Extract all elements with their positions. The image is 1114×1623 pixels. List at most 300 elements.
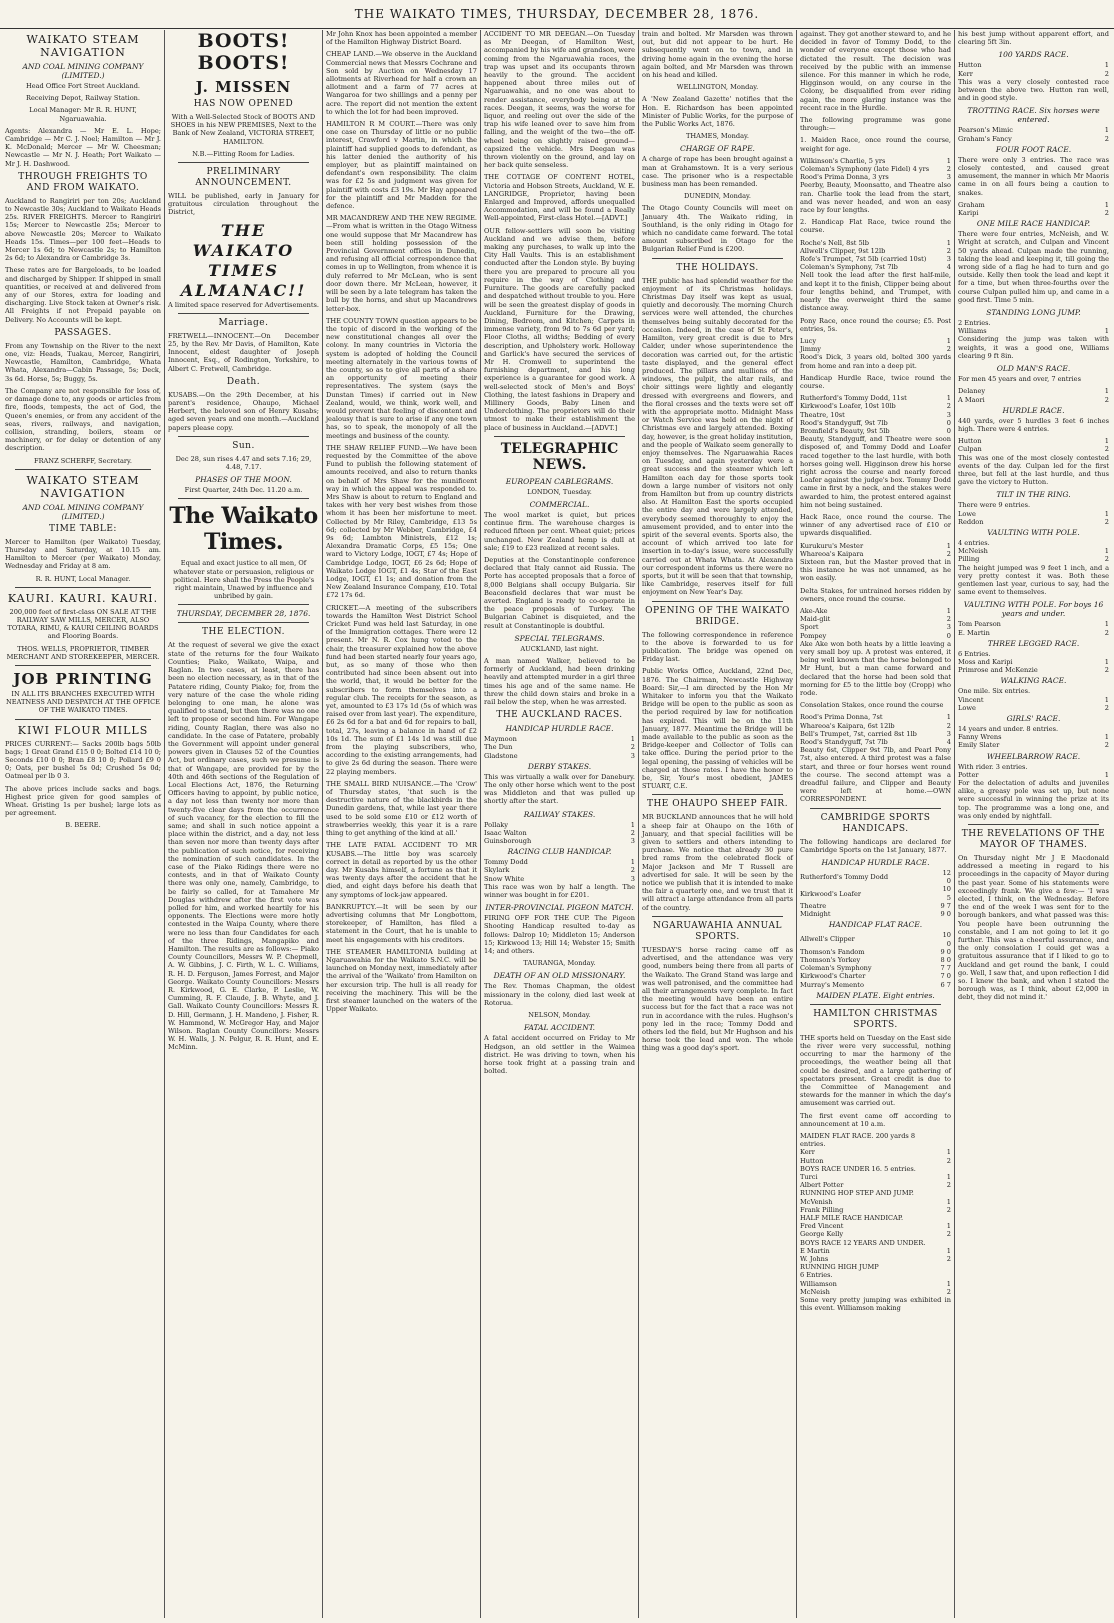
entry-name: Coleman's Symphony	[800, 964, 872, 973]
results-table	[484, 735, 635, 760]
entry-name: Roche's Nell, 8st 5lb	[800, 238, 869, 247]
ad-steam-nav-title: WAIKATO STEAM NAVIGATION	[26, 33, 140, 59]
dateline-dunedin: DUNEDIN, Monday.	[684, 192, 751, 201]
entry-place: 2	[946, 1230, 951, 1239]
race-note: Peerby, Beauty, Moonsatto, and Theatre also ran. Charlie took the lead from the start, and was never headed, and won an easy race by four lengths.	[800, 181, 951, 215]
holidays-head: THE HOLIDAYS.	[676, 262, 759, 273]
entry-place: 2	[630, 828, 635, 837]
prelim-head: PRELIMINARY ANNOUNCEMENT.	[195, 167, 292, 189]
entry-name: E Martin	[800, 1246, 830, 1255]
table-row	[800, 910, 951, 918]
divider	[178, 604, 309, 605]
entry-place: 1	[946, 1197, 951, 1206]
entry-place: 1	[1104, 61, 1109, 70]
death-text: KUSABS.—On the 29th December, at his parent's residence, Ohaupo, Michael Herbert, the beloved son of Henry Kusabs; aged seven years and one month.—Auckland papers please copy.	[168, 390, 319, 432]
entry-name: Bromfield's Beauty, 9st 5lb	[800, 426, 890, 435]
entry-name: 4 entries.	[958, 538, 990, 547]
table-row	[800, 411, 951, 419]
table-row	[800, 931, 951, 947]
divider	[178, 162, 309, 163]
bridge-letter: Public Works Office, Auckland, 22nd Dec, 1876. The Chairman, Newcastle Highway Board: Sir,—I am directed by the Hon Mr Whitaker to inform you that the Waikato Bridge will be open to the public as soon as the period required by law for notification has expired. This will be on the 11th January, 1877. Meantime the Bridge will be made available to the public as soon as the Bridge-keeper and Collector of Tolls can take office. During the period prior to the legal opening, the passing of vehicles will be charged at those rates. I have the honor to be, Sir, Your's most obedient, JAMES STUART, C.E.	[642, 667, 793, 791]
entry-place	[937, 1239, 951, 1247]
column-1	[2, 30, 164, 1618]
event-note: There were four entries, McNeish, and W. Wright at scratch, and Culpan and Vincent 50 yards ahead. Culpan made the running, taking the lead and keeping it, till going the wrong side of a flag he had to turn and go outside. Kelly then took the lead and kept it for a time, but when three-fourths over the course Culpan pulled him up, and came in a good first. Time 5 min.	[958, 230, 1109, 304]
entry-place: 1	[946, 607, 951, 615]
table-row	[800, 1255, 951, 1263]
sun-head: Sun.	[232, 440, 255, 451]
races-head: THE AUCKLAND RACES.	[496, 710, 623, 721]
entry-name: Tommy Dodd	[484, 858, 528, 867]
entry-name: Williams	[958, 327, 987, 336]
table-row	[800, 1132, 951, 1148]
job-printing-text: IN ALL ITS BRANCHES EXECUTED WITH NEATNESS AND DESPATCH AT THE OFFICE OF THE WAIKATO TIMES.	[5, 689, 160, 715]
results-table	[958, 725, 1109, 750]
fatal-text: A fatal accident occurred on Friday to Mr Hedgson, an old settler in the Waimea district. He was driving to town, when his horse took fright at a passing train and bolted.	[484, 1034, 635, 1076]
entry-name: Pilling	[958, 555, 980, 564]
tauranga: TAURANGA, Monday.	[523, 959, 596, 968]
results-table	[958, 763, 1109, 779]
news-item: HAMILTON R M COURT.—There was only one case on Thursday of little or no public interest, Crawford v Martin, in which the plaintiff had supplied goods to defendant, as his latter denied the authority of his employer, but as plaintiff maintained on defendant's own responsibility. The claim was for £2 5s and judgment was given for plaintiff with costs £3 19s. Mr Hay appeared for the plaintiff and Mr Madden for the defence.	[326, 120, 477, 211]
results-table	[958, 61, 1109, 77]
entry-place: 2	[946, 1205, 951, 1214]
event-note: This was one of the most closely contested events of the day. Culpan led for the first three, but fell at the last hurdle, and thus gave the victory to Hutton.	[958, 453, 1109, 487]
table-row	[800, 738, 951, 746]
entry-place: 2	[946, 1255, 951, 1263]
kauri-owner: THOS. WELLS, PROPRIETOR, TIMBER MERCHANT AND STOREKEEPER, MERCER.	[6, 644, 160, 661]
table-row	[800, 1239, 951, 1247]
results-table	[800, 239, 951, 272]
table-row	[800, 869, 951, 885]
header-title: THE WAIKATO TIMES, THURSDAY, DECEMBER 28, 1876.	[354, 7, 760, 21]
event-note: There were only 3 entries. The race was closely contested, and caused great amusement, the manner in which Mr Maoris came in on all fours being a caution to snakes.	[958, 155, 1109, 197]
xmas-end: Some very pretty jumping was exhibited in this event. Williamson making	[800, 1296, 951, 1313]
news-item: against. They got another steward to, and he decided in favor of Tommy Dodd, to the wonder of everyone except those who had dictated the result. The decision was received by the public with an immense silence. For this manner in which he rode, Higginson would, on any course in the Colony, be disqualified from ever riding again, the more glaring instance was the recent race in the Hurdle.	[800, 30, 951, 112]
entry-place: 2	[946, 246, 951, 255]
entry-place	[1095, 319, 1109, 327]
event-head: VAULTING WITH POLE. For boys 16 years and under.	[963, 600, 1104, 619]
kiwi-prices: PRICES CURRENT:— Sacks 200lb bags 50lb bags; 1 Great Grand £15 0 0; Bolted £14 10 0; Seconds £10 0 0; Bran £8 10 0; Pollard £9 0 0; Oats, per bushel 5s 0d; Crushed 5s 0d; Oatmeal per lb 0 3.	[5, 739, 161, 781]
sheep-text: MR BUCKLAND announces that he will hold a sheep fair at Ohaupo on the 16th of January, and that special facilities will be given to settlers and others intending to purchase. We notice that already 30 pure bred rams from the celebrated flock of Major Jackson and Mr T Russell are advertised for sale. It will be seen by the notice we publish that it is intended to make the fair a quarterly one, and we trust that it will attract a large attendance from all parts of the country.	[642, 813, 793, 912]
results-table	[958, 319, 1109, 335]
death-missionary-text: The Rev. Thomas Chapman, the oldest missionary in the colony, died last week at Rotorua.	[484, 982, 635, 1007]
entry-name: Guinsborough	[484, 837, 532, 846]
boots-open: HAS NOW OPENED	[193, 99, 294, 109]
entry-place: 2	[1104, 555, 1109, 564]
special-head: SPECIAL TELEGRAMS.	[514, 633, 605, 643]
race-note: Ake Ake won both heats by a little leaving a very small boy up. A protest was entered, it being well known that the horse belonged to Mr Hunt, but a man came forward and declared that the horse had been sold that morning for £5 to the little boy (Cropp) who rode.	[800, 639, 951, 698]
news-item: THE COTTAGE OF CONTENT HOTEL, Victoria and Hobson Streets, Auckland, W. E. LANGRIDGE, Proprietor, having been Enlarged and Improved, affords unequalled Accommodation, and will be found a Really Well-appointed, First-class Hotel.—[ADVT.]	[484, 173, 635, 223]
results-table	[958, 437, 1109, 453]
entry-place	[1095, 687, 1109, 695]
job-printing-head: JOB PRINTING	[13, 669, 153, 688]
marriage-head: Marriage.	[218, 317, 269, 328]
news-item: MR MACANDREW AND THE NEW REGIME.—From what is written in the Otago Witness one would suppose that Mr Macandrew has been still holding possession of the Provincial Government offices in Dunedin, and refusing all official correspondence that comes in up to Wellington, from whence it is duly referred to Mr McLean, who is sent door down there. Mr McLean, however, it will be seen by a late telegram has taken the bull by the horns, and shut up Macandrews letter-box.	[326, 214, 477, 313]
entry-place: 1	[1104, 327, 1109, 336]
news-item: Mr John Knox has been appointed a member of the Hamilton Highway District Board.	[326, 30, 477, 47]
entry-place: 1	[946, 713, 951, 722]
results-table	[958, 620, 1109, 636]
entry-place: 1	[1104, 387, 1109, 396]
marriage-text: FRETWELL—INNOCENT.—On December 25, by the Rev. Mr Davis, of Hamilton, Kate Innocent, eldest daughter of Joseph Innocent, Esq., of Rodington, Yorkshire, to Albert C. Fretwell, Cambridge.	[168, 331, 319, 373]
entry-place: 10 5	[942, 885, 951, 902]
entry-name: Lowe	[958, 509, 976, 518]
table-row	[958, 501, 1109, 509]
entry-place: 3	[630, 874, 635, 883]
races-cup-note: This race was won by half a length. The winner was bought in for £201.	[484, 882, 635, 900]
death-head: Death.	[226, 376, 261, 387]
entry-place: 1	[946, 238, 951, 247]
almanac-head: THE WAIKATO TIMES ALMANAC!!	[180, 220, 307, 300]
entry-name: E. Martin	[958, 628, 990, 637]
table-row	[800, 615, 951, 623]
entry-place: 1	[946, 541, 951, 550]
cambridge-flat: HANDICAP FLAT RACE.	[828, 920, 923, 930]
commercial-text: The wool market is quiet, but prices continue firm. The warehouse charges is reduced fifteen per cent. Wheat quiet; prices unchanged. New Zealand hemp is dull at sale; £19 to £23 realized at recent sales.	[484, 510, 635, 552]
race-note: Rood's Dick, 3 years old, bolted 300 yards from home and ran into a deep pit.	[800, 353, 951, 370]
passages-head: PASSAGES.	[54, 327, 112, 338]
entry-name: Allwell's Clipper, 9st 12lb	[800, 246, 886, 255]
divider	[652, 916, 783, 917]
table-row	[800, 337, 951, 345]
table-row	[800, 173, 951, 181]
results-table	[958, 539, 1109, 564]
election-text: At the request of several we give the exact state of the returns for the four Waikato Counties; Piako, Waikato, Waipa, and Raglan. In two cases, at least, there has been no election necessary, as in that of the Patatere riding, County Piako; for, from the very nature of the case the whole riding belonging to one man, he alone was qualified to stand, but then there was no one left to propose or second him. For Wangape riding, County Raglan, there was also no candidate. In the case of Patatere, probably the Government will appoint under general powers given in Clauses 52 of the Counties Act, but ordinary cases, such we presume is that of Wangape, are provided for by the 40th and 46th sections of the Regulation of Local Elections Act, 1876, the Returning Officers having to appoint, by public notice, a day not less than twenty nor more than twenty-five clear days from the occurrence of such vacancy, for the election to fill the same; and shall in such notice appoint a place within the district, and a day, not less than seven nor more than twenty days after the publication of such notice, for receiving the nomination of such candidates. In the case of the Piako Ridings there were no contests, and in that of Waikato County there was only one, namely, Cambridge, to be fairly so called, for at Tamahere Mr Douglas withdrew after the first vote was polled for him, and worked heartily for his opponents. The Elections were more hotly contested in the Waipa County, where there were no less than four Candidates for each of the three Ridings, Mangapiko and Hamilton. The results are as follows:— Piako County Councillors, Messrs W. P. Chepmell, A. W. Gibbins, J. C. Firth, W. L. C. Williams, R. H. D. Ferguson, James Forrest, and Major George. Waikato County Councillors: Messrs R. Kirkwood, G. E. Clarke, P. Leslie, W. Cumming, R. F. Claude, J. B. Whyte, and J. Gall. Waikato County Councillors: Messrs R. D. Hill, Germann, J. H. Mandeno, J. Fisher, R. W. Hammond, W. McGregor Hay, and Major Wilson. Raglan County Councillors: Messrs W. H. Walls, J. N. Pelgur, R. R. Hunt, and E. McMinn.	[168, 641, 319, 1052]
entry-name: McNeish	[958, 547, 988, 556]
results-table	[800, 337, 951, 353]
entry-name: Tom Pearson	[958, 620, 1001, 629]
entry-place: 3	[630, 837, 635, 846]
table-row	[800, 165, 951, 173]
table-row	[800, 263, 951, 271]
table-row	[958, 327, 1109, 335]
entry-name: Skylark	[484, 866, 510, 875]
entry-place: 1	[1104, 200, 1109, 209]
entry-name: Thomson's Fandom	[800, 947, 865, 956]
news-item: his best jump without apparent effort, and clearing 5ft 3in.	[958, 30, 1109, 47]
entry-place: 3	[946, 255, 951, 264]
table-row	[958, 687, 1109, 695]
table-row	[800, 255, 951, 263]
motto: Equal and exact justice to all men, Of whatever state or persuasion, religious or political. Here shall the Press the People's right maintain, Unawed by influence and unbribed by gain.	[172, 559, 315, 601]
ad-steam-depot: Receiving Depot, Railway Station.	[25, 94, 141, 103]
column-2	[164, 30, 322, 1618]
table-row	[958, 201, 1109, 209]
results-table	[484, 858, 635, 883]
kauri-text: 200,000 feet of first-class ON SALE AT THE RAILWAY SAW MILLS, MERCER, ALSO TOTARA, RIMU, & KAURI CEILING BOARDS and Flooring Boards.	[7, 607, 159, 641]
divider	[810, 1004, 941, 1005]
cambridge-head: CAMBRIDGE SPORTS HANDICAPS.	[820, 812, 931, 834]
table-row	[484, 866, 635, 874]
kiwi-note: The above prices include sacks and bags. Highest price given for good samples of Wheat. Gristing 1s per bushel; large lots as per agreement.	[5, 784, 161, 818]
table-row	[800, 730, 951, 738]
table-row	[800, 1173, 951, 1181]
entry-name: Coleman's Symphony (late Fidel) 4 yrs	[800, 165, 930, 174]
divider	[494, 436, 625, 437]
death-missionary-head: DEATH OF AN OLD MISSIONARY.	[493, 971, 626, 981]
event-head: TROTTING RACE. Six horses were entered.	[967, 106, 1100, 125]
entry-place: 1	[946, 336, 951, 345]
results-table	[800, 869, 951, 918]
entry-name: One mile. Six entries.	[958, 687, 1031, 696]
results-table	[800, 713, 951, 746]
ad2-sub: AND COAL MINING COMPANY (LIMITED.)	[22, 502, 144, 521]
entry-place: 1	[1104, 733, 1109, 742]
entry-name: Snow White	[484, 874, 525, 883]
cambridge-sub: HANDICAP HURDLE RACE.	[821, 858, 930, 868]
bridge-text: The following correspondence in reference to the above is forwarded to us for publication. The bridge was opened on Friday last.	[642, 630, 793, 664]
entry-name: Sport	[800, 623, 819, 632]
ad2-title: WAIKATO STEAM NAVIGATION	[26, 473, 140, 500]
event-note: For men 45 years and over, 7 entries	[958, 375, 1081, 384]
race-note: Beauty, Standyguff, and Theatre were soon disposed of, and Tommy Dodd and Loafer raced together to the last hurdle, with both horses going well. Higginson drew his horse right across the course and nearly forced Loafer against the judge's box. Tommy Dodd came in first by a neck, and the stakes were awarded to him, the protest entered against him not being sustained.	[800, 435, 951, 509]
divider	[652, 601, 783, 602]
entry-place: 2	[630, 866, 635, 875]
table-row	[484, 837, 635, 845]
ad2-timetable: TIME TABLE:	[49, 523, 117, 534]
news-item: train and bolted. Mr Marsden was thrown out, but did not appear to be hurt. He subsequently went on to town, and in driving home again in the evening the horse again bolted, and Mr Marsden was thrown on his head and killed.	[642, 30, 793, 80]
entry-name: Rofe's Trumpet, 7st 5lb (carried 10st)	[800, 255, 927, 264]
news-item: BANKRUPTCY.—It will be seen by our advertising columns that Mr Longbottom, storekeeper, of Hamilton, has filed a statement in the Court, that he is unable to meet his engagements with his creditors.	[326, 902, 477, 944]
special-date: AUCKLAND, last night.	[520, 644, 599, 653]
entry-name: Pollaky	[484, 820, 509, 829]
table-row	[958, 387, 1109, 395]
entry-place	[937, 1271, 951, 1279]
entry-place: 2	[1104, 69, 1109, 78]
entry-place: 1	[946, 1222, 951, 1231]
entry-place: 1	[946, 156, 951, 165]
entry-place	[937, 1263, 951, 1271]
table-row	[800, 1222, 951, 1230]
divider	[968, 824, 1099, 825]
column-6	[796, 30, 954, 1618]
table-row	[484, 829, 635, 837]
entry-name: BOYS RACE 12 YEARS AND UNDER.	[800, 1238, 926, 1247]
entry-name: Kerr	[800, 1148, 815, 1157]
table-row	[958, 135, 1109, 143]
pigeon-text: FIRING OFF FOR THE CUP. The Pigeon Shooting Handicap resulted to-day as follows: Dalrop 10; Middleton 15; Anderson 15; Kirkwood 13; Hill 14; Webster 15; Smith 14; and others.	[484, 914, 635, 956]
secretary: FRANZ SCHERFF, Secretary.	[34, 456, 132, 465]
table-row	[958, 61, 1109, 69]
table-row	[958, 629, 1109, 637]
entry-place: 3	[946, 623, 951, 632]
entry-place: 1	[630, 820, 635, 829]
event-head: WALKING RACE.	[1000, 676, 1067, 686]
race-note: Sixteen ran, but the Master proved that in this instance he was not unnamed, as he won easily.	[800, 557, 951, 583]
holidays-text: THE public has had splendid weather for the enjoyment of its Christmas holidays. Christmas Day itself was kept as usual, quietly and decorously. The morning Church services were well attended, the churches themselves being suitably decorated for the occasion. Indeed, in the case of St Peter's, Hamilton, very great credit is due to Mrs Calder, under whose superintendence the decoration was carried out, for the artistic taste displayed, and the general effect produced. The pillars and mullions of the windows, the pulpit, the altar rails, and choir sittings were lightly and elegantly dressed with evergreens and flowers, and the floral crosses and the texts were set off with the appropriate motto. Midnight Mass or Watch Service was held on the night of Christmas eve and largely attended. Boxing day, however, is the great holiday institution, and the people of Waikato seem generally to enjoy themselves. The Ngaruawahia Races on Tuesday, and again yesterday were a great success and the steamer which left Hamilton each day for those sports took down a large number of visitors not only from Hamilton but from up country districts also. At Hamilton East the sports occupied the entire day and were largely attended, everybody seemed thoroughly to enjoy the amusement provided, and to enter into the spirit of the several events. Sports also, the account of which arrived too late for insertion in to-day's issue, were successfully carried out at Whata Whata. At Alexandra our correspondent informs us there were no sports, but it will be seen that that township, like Cambridge, reserves itself for full enjoyment on New Year's Day.	[642, 276, 793, 597]
entry-name: Reddon	[958, 517, 984, 526]
results-table	[800, 157, 951, 182]
results-table	[800, 542, 951, 558]
divider	[15, 665, 151, 666]
entry-place	[1095, 650, 1109, 658]
ad-steam-nav-sub: AND COAL MINING COMPANY (LIMITED.)	[22, 62, 144, 80]
entry-name: Graham	[958, 200, 985, 209]
event-head: FOUR FOOT RACE.	[995, 144, 1072, 154]
race-note: Beauty 6st, Clipper 9st 7lb, and Pearl Pony 7st, also entered. A third protest was a false start, and three or four horses went round the course. The second attempt was a dreadful failure, and Clipper and Beauty were left at home.—OWN CORRESPONDENT.	[800, 746, 951, 804]
table-row	[800, 948, 951, 956]
rape-text: A charge of rape has been brought against a man at Grahamstown. It is a very serious case. The prisoner who is a respectable business man has been remanded.	[642, 155, 793, 189]
entry-place: 7 7	[940, 964, 951, 973]
table-row	[958, 620, 1109, 628]
divider	[178, 498, 309, 499]
entry-place: 3	[946, 410, 951, 419]
entry-name: Fred Vincent	[800, 1222, 844, 1231]
entry-name: The Dun	[484, 743, 513, 752]
news-item: THE COUNTY TOWN question appears to be the topic of discord in the working of the new constitutional changes all over the colony. In many countries in Victoria the system is adopted of holding the Council meeting alternately in the various towns of the county, so as to give all parts of a share an opportunity of meeting their representatives. The system (says the Dunstan Times) if carried out in New Zealand, would, we think, work well, and would prevent that feeling of discontent and jealousy that is sure to arise if any one town has, so to speak, the monopoly of all the meetings and business of the county.	[326, 316, 477, 440]
entry-name: Rutherford's Tommy Dodd, 11st	[800, 394, 907, 403]
entry-name: Maid-glit	[800, 615, 831, 624]
telegraphic-news-head: TELEGRAPHIC NEWS.	[500, 440, 619, 473]
entry-name: Lowe	[958, 703, 976, 712]
table-row	[958, 547, 1109, 555]
table-row	[800, 972, 951, 980]
table-row	[800, 1206, 951, 1214]
table-row	[958, 666, 1109, 674]
cambridge-maiden: MAIDEN PLATE. Eight entries.	[816, 990, 935, 1000]
sun-text: Dec 28, sun rises 4.47 and sets 7.16; 29, 4.48, 7.17.	[175, 454, 312, 472]
races-railway: RAILWAY STAKES.	[523, 809, 596, 819]
event-note: 440 yards, over 5 hurdles 3 feet 6 inches high. There were 4 entries.	[958, 416, 1109, 433]
ad-freights-head: THROUGH FREIGHTS TO AND FROM WAIKATO.	[18, 171, 148, 193]
entry-place: 2	[630, 743, 635, 752]
results-table	[958, 687, 1109, 712]
entry-place	[937, 1189, 951, 1197]
entry-name: Whareoa's Kaipara, 6st 12lb	[800, 721, 895, 730]
race-head: 2. Handicap Flat Race, twice round the course.	[800, 218, 951, 235]
entry-place: 1	[1104, 437, 1109, 446]
entry-place: 2	[946, 549, 951, 558]
event-note: The height jumped was 9 feet 1 inch, and a very pretty contest it was. Both these gentlemen last year, curious to say, had the same event to themselves.	[958, 563, 1109, 597]
news-item: THE SHAW RELIEF FUND.—We have been requested by the Committee of the above Fund to publish the following statement of amounts received, and also to return thanks on behalf of Mrs Shaw for the munificent way in which the appeal was responded to. Mrs Shaw is about to return to England and takes with her very best wishes from those whom it has been her misfortune to meet. Collected by Mr Riley, Cambridge, £13 5s 6d; collected by Mr Webber, Cambridge, £4 9s 6d; Lambton Ministrels, £12 1s; Alexandra Dramatic Corps, £5 15s; One ward to Victory Lodge, IOGT, £7 4s; Hope of Cambridge Lodge, IOGT, £6 2s 6d; Hope of Waikato Lodge IOGT, £1 4s; Star of the East Lodge, IOGT, £1 1s; and donation from the New Zealand Insurance Company, £10. Total £72 17s 6d.	[326, 443, 477, 600]
entry-place: 2	[1104, 445, 1109, 454]
table-row	[484, 875, 635, 883]
entry-name: Hutton	[958, 61, 982, 70]
race-head: Delta Stakes, for untrained horses ridden by owners, once round the course.	[800, 586, 951, 603]
entry-place: 12 0	[942, 869, 951, 886]
table-row	[958, 555, 1109, 563]
race-head: 1. Maiden Race, once round the course, weight for age.	[800, 136, 951, 153]
entry-name: McNeish	[800, 1287, 830, 1296]
entry-place: 2	[1104, 134, 1109, 143]
news-item: THE LATE FATAL ACCIDENT TO MR KUSABS.—The little boy was scarcely correct in detail as reported by us the other day. Mr Kusabs himself, a fortune as that it was twenty days after the accident that he died, and eight days before his death that any symptoms of lock-jaw appeared.	[326, 841, 477, 899]
table-row	[800, 713, 951, 721]
races-hurdle: HANDICAP HURDLE RACE.	[505, 724, 614, 734]
divider	[178, 622, 309, 623]
entry-name: George Kelly	[800, 1230, 844, 1239]
entry-place	[1095, 539, 1109, 547]
table-row	[800, 1189, 951, 1197]
entry-place: 2	[1104, 741, 1109, 750]
entry-place	[1095, 725, 1109, 733]
event-head: ONE MILE RACE HANDICAP.	[976, 219, 1091, 229]
entry-place: 1	[1104, 509, 1109, 518]
event-note: Considering the jump was taken with weights, it was a good one, Williams clearing 9 ft 8in.	[958, 335, 1109, 360]
entry-name: Karipi	[958, 209, 979, 218]
table-row	[800, 1230, 951, 1238]
table-row	[958, 725, 1109, 733]
table-row	[958, 741, 1109, 749]
entry-place: 2	[1104, 517, 1109, 526]
event-head: WHEELBARROW RACE.	[986, 751, 1081, 761]
newspaper-columns	[2, 30, 1112, 1618]
news-item: THE SMALL BIRD NUISANCE.—The 'Crow' of Thursday states, 'that such is the destructive nature of the blackbirds in the Dunedin gardens, that, while last year there used to be sold some £10 or £12 worth of strawberries weekly, this year it is a rare thing to get anything of the kind at all.'	[326, 779, 477, 838]
table-row	[958, 696, 1109, 704]
xmas-events: The first event came off according to announcement at 10 a.m.	[800, 1111, 951, 1128]
column-4	[480, 30, 638, 1618]
table-row	[800, 345, 951, 353]
nelson: NELSON, Monday.	[528, 1011, 591, 1020]
entry-name: With rider. 3 entries.	[958, 762, 1028, 771]
entry-name: Kerr	[958, 69, 973, 78]
entry-name: RUNNING HOP STEP AND JUMP.	[800, 1189, 914, 1198]
race-note: Nell took the lead after the first half-mile, and kept it to the finish, Clipper being about four lengths behind, and Trumpet, with nearly the overweight third the same distance away.	[800, 271, 951, 313]
xmas-text: THE sports held on Tuesday on the East side the river were very successful, nothing occurring to mar the harmony of the proceedings, the weather being all that could be desired, and a large gathering of spectators present. Great credit is due to the Committee of Management and stewards for the manner in which the day's amusement was carried out.	[800, 1033, 951, 1108]
table-row	[958, 518, 1109, 526]
results-table	[958, 201, 1109, 217]
entry-name: Kirkwood's Loafer	[800, 889, 862, 898]
divider	[652, 794, 783, 795]
column-3	[322, 30, 480, 1618]
event-head: HURDLE RACE.	[1002, 405, 1065, 415]
entry-name: Hutton	[800, 1156, 824, 1165]
race-head: Pony Race, once round the course; £5. Post entries, 5s.	[800, 316, 951, 333]
entry-place: 3	[630, 751, 635, 760]
table-row	[800, 964, 951, 972]
races-cup: RACING CLUB HANDICAP.	[507, 847, 612, 857]
ad-steam-office: Head Office Fort Street Auckland.	[25, 82, 141, 90]
entry-name: RUNNING HIGH JUMP	[800, 1263, 879, 1272]
entry-name: Pearson's Mimic	[958, 126, 1013, 135]
masthead: The Waikato Times.	[169, 503, 318, 556]
entry-place: 1	[946, 1279, 951, 1288]
event-note: For the delectation of adults and juveniles alike, a greasy pole was set up, but none were successful in winning the prize at its top. The programme was a long one, and was only ended by nightfall.	[958, 779, 1109, 820]
entry-name: Isaac Walton	[484, 828, 527, 837]
entry-place: 1	[946, 1148, 951, 1157]
entry-name: Rood's Standyguff, 9st 7lb	[800, 418, 888, 427]
table-row	[958, 437, 1109, 445]
races-derby-note: This was virtually a walk over for Danebury. The only other horse which went to the post was Middleton and that was pulled up shortly after the start.	[484, 772, 635, 806]
entry-name: Albert Potter	[800, 1181, 844, 1190]
column-5	[638, 30, 796, 1618]
entry-name: 6 Entries.	[800, 1271, 833, 1280]
table-row	[800, 1247, 951, 1255]
results-table	[800, 1132, 951, 1296]
entry-name: BOYS RACE UNDER 16. 5 entries.	[800, 1164, 916, 1173]
ad-terms: These rates are for Bargeloads, to be loaded and discharged by Shipper. If shipped in small quantities, or received at and delivered from any of our Stores, extra for loading and discharging. Live Stock taken at Owner's risk. All Freights if not Prepaid payable on Delivery. No Accounts will be kept.	[5, 266, 161, 324]
kiwi-owner: B. BEERE.	[65, 821, 101, 830]
entry-name: Theatre, 10st	[800, 410, 845, 419]
entry-place: 2	[946, 1181, 951, 1190]
results-table	[958, 501, 1109, 526]
entry-place: 9 7	[940, 901, 951, 910]
entry-place: 10 0	[942, 931, 951, 948]
rape-head: CHARGE OF RAPE.	[680, 144, 755, 154]
table-row	[800, 902, 951, 910]
news-item: CHEAP LAND.—We observe in the Auckland Commercial news that Messrs Cochrane and Son sold by Auction on Wednesday 17 allotments at Riverhead for half a crown an allotment and a farm of 77 acres at Wangaroa for two shillings and a penny per acre. The report did not mention the extent to which the lot for had been improved.	[326, 50, 477, 116]
table-row	[484, 821, 635, 829]
entry-place: 4	[946, 738, 951, 747]
ad2-times: Mercer to Hamilton (per Waikato) Tuesday, Thursday and Saturday, at 10.15 am. Hamilton to Mercer (per Waikato) Monday, Wednesday and Friday at 8 am.	[5, 537, 161, 571]
kauri-head: KAURI. KAURI. KAURI.	[7, 591, 159, 605]
entry-name: Kirkwood's Loafer, 10st 10lb	[800, 402, 896, 411]
entry-name: A Maori	[958, 395, 985, 404]
table-row	[958, 319, 1109, 327]
entry-name: Emily Slater	[958, 741, 1000, 750]
results-table	[958, 387, 1109, 403]
table-row	[800, 239, 951, 247]
bridge-head: OPENING OF THE WAIKATO BRIDGE.	[645, 605, 790, 627]
entry-place: 9 0	[940, 910, 951, 919]
